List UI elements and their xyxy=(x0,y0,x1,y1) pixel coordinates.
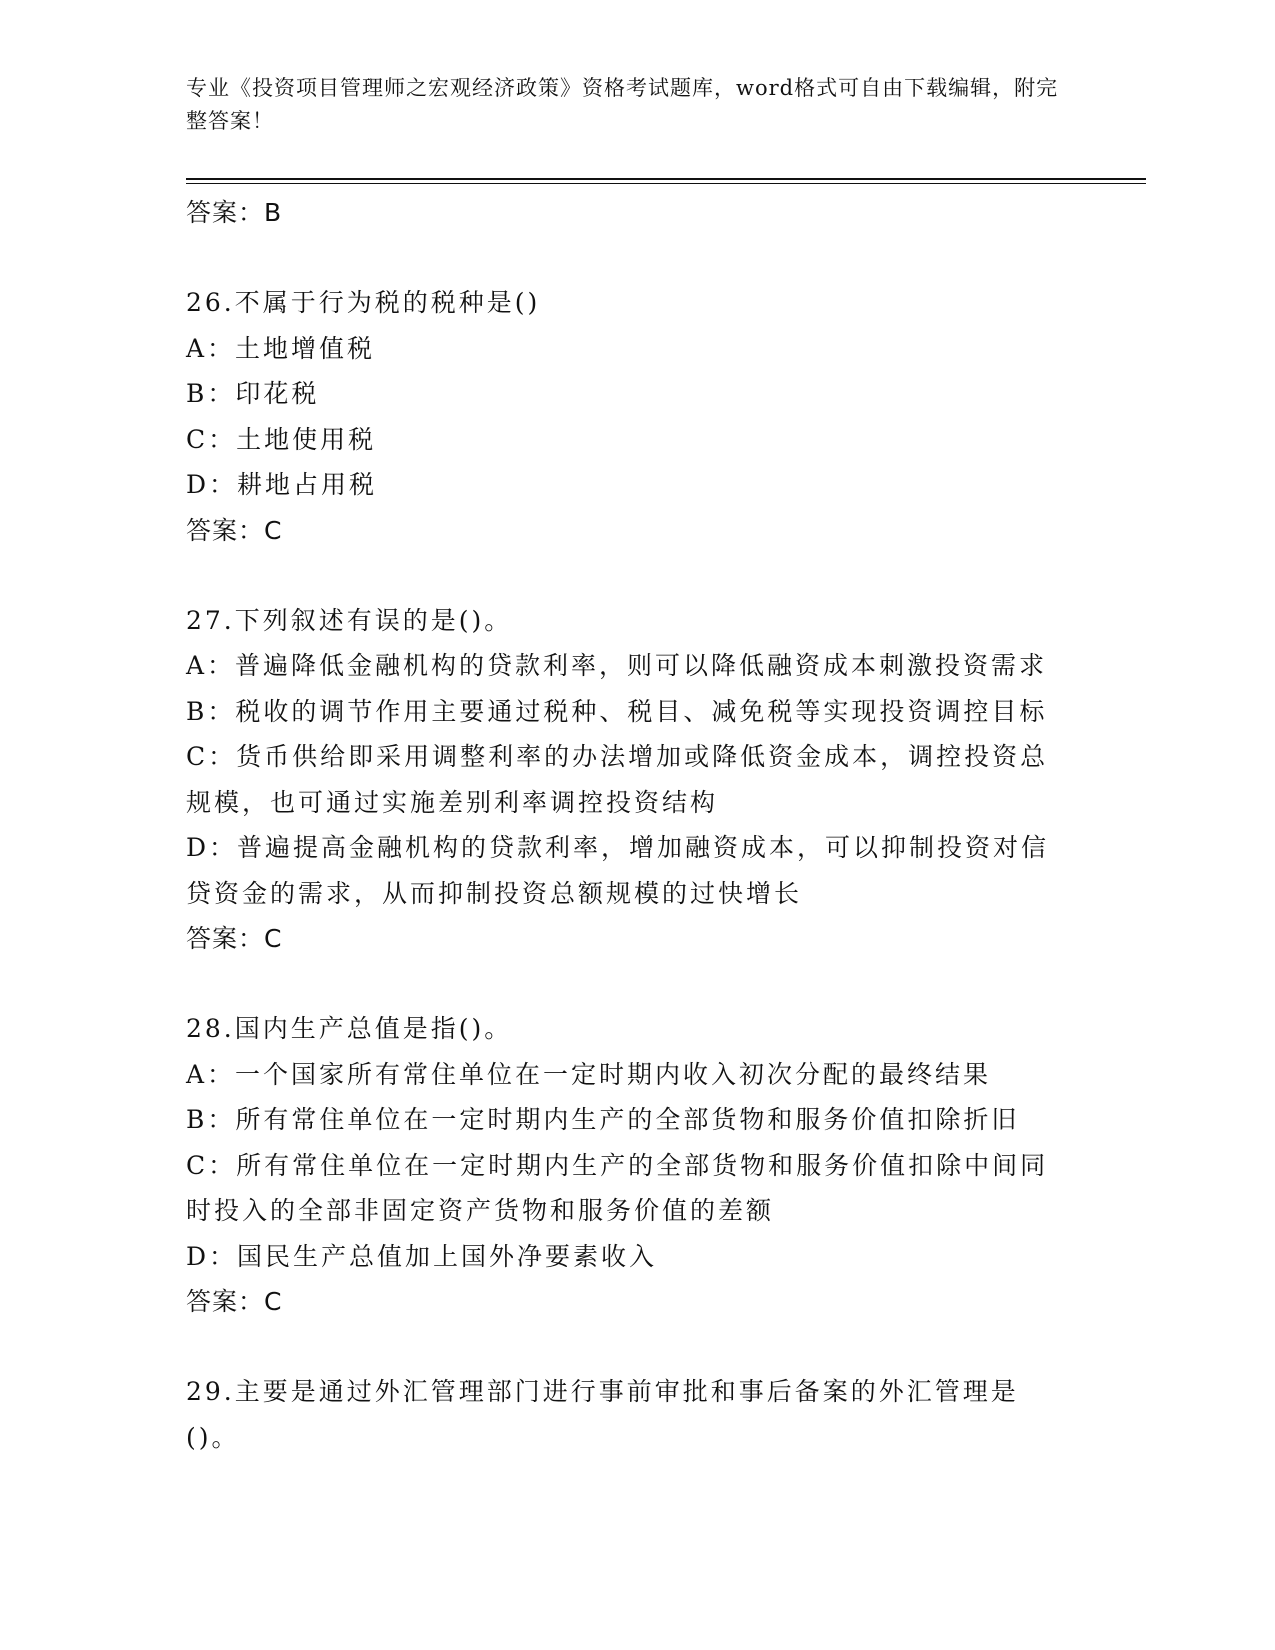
option-d: D：耕地占用税 xyxy=(186,470,378,499)
question-answer: 答案：C xyxy=(186,1287,283,1316)
option-c: C：货币供给即采用调整利率的办法增加或降低资金成本，调控投资总规模，也可通过实施差别利率调控投资结构 xyxy=(186,742,1049,817)
previous-answer: 答案：B xyxy=(186,198,283,227)
header-divider-thick xyxy=(186,178,1146,180)
question-28 xyxy=(186,1006,1066,1324)
option-d: D：普遍提高金融机构的贷款利率，增加融资成本，可以抑制投资对信贷资金的需求，从而抑制投资总额规模的过快增长 xyxy=(186,833,1050,908)
spacer xyxy=(186,235,1066,280)
option-b: B：税收的调节作用主要通过税种、税目、减免税等实现投资调控目标 xyxy=(186,696,1048,726)
option-a: A：土地增值税 xyxy=(186,333,376,363)
question-stem: 27.下列叙述有误的是()。 xyxy=(186,605,513,635)
option-b: B：所有常住单位在一定时期内生产的全部货物和服务价值扣除折旧 xyxy=(186,1105,1020,1134)
option-a: A：一个国家所有常住单位在一定时期内收入初次分配的最终结果 xyxy=(186,1059,992,1089)
question-29 xyxy=(186,1369,1066,1460)
page-header: 专业《投资项目管理师之宏观经济政策》资格考试题库，word格式可自由下载编辑，附完整答案！ xyxy=(186,76,1059,133)
spacer xyxy=(186,1324,1066,1369)
question-list xyxy=(186,190,1066,1460)
question-stem: 26.不属于行为税的税种是() xyxy=(186,288,541,317)
question-26 xyxy=(186,280,1066,553)
question-answer: 答案：C xyxy=(186,515,283,545)
question-answer: 答案：C xyxy=(186,924,283,953)
question-27 xyxy=(186,598,1066,962)
option-c: C：所有常住单位在一定时期内生产的全部货物和服务价值扣除中间同时投入的全部非固定资产货物和服务价值的差额 xyxy=(186,1150,1049,1225)
option-b: B：印花税 xyxy=(186,379,320,408)
option-a: A：普遍降低金融机构的贷款利率，则可以降低融资成本刺激投资需求 xyxy=(186,651,1048,680)
option-d: D：国民生产总值加上国外净要素收入 xyxy=(186,1241,658,1271)
spacer xyxy=(186,553,1066,598)
option-c: C：土地使用税 xyxy=(186,424,377,454)
question-stem: 28.国内生产总值是指()。 xyxy=(186,1014,513,1043)
spacer xyxy=(186,961,1066,1006)
header-divider-thin xyxy=(186,183,1146,184)
question-stem: 29.主要是通过外汇管理部门进行事前审批和事后备案的外汇管理是()。 xyxy=(186,1377,1019,1452)
